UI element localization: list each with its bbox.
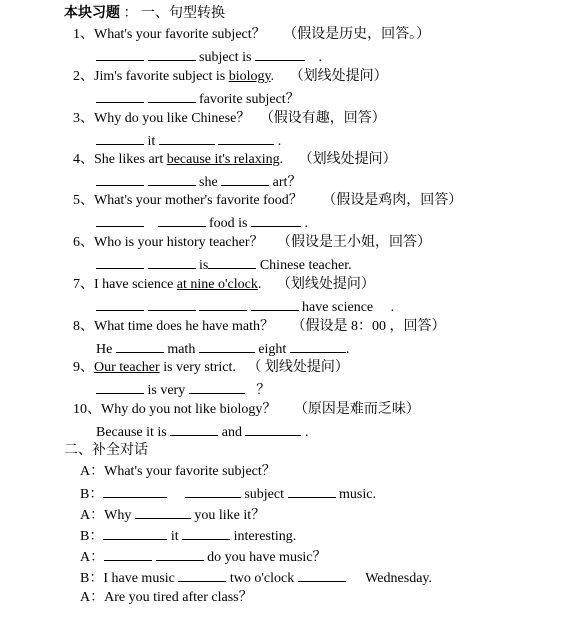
question-number: 3、 [73, 111, 94, 126]
question-note: （假设是王小姐，回答） [277, 235, 432, 250]
answer-end: . [390, 300, 395, 315]
dialog-line-6 [80, 568, 432, 588]
answer-text: favorite subject？ [199, 92, 300, 107]
answer-line-6 [96, 255, 352, 275]
answer-text: and [221, 425, 242, 440]
dialog-line-7 [80, 589, 253, 607]
answer-text: eight [258, 342, 287, 357]
question-2 [73, 68, 388, 86]
dialog-text: Are you tired after class？ [104, 590, 253, 605]
question-number: 10、 [73, 402, 101, 417]
answer-blank[interactable] [96, 47, 144, 61]
answer-blank[interactable] [182, 526, 230, 540]
question-note: （假设是历史，回答。） [283, 27, 431, 42]
answer-blank[interactable] [148, 47, 196, 61]
section-heading-1: 一、句型转换 [141, 6, 225, 21]
answer-line-10 [96, 422, 308, 442]
answer-text: food is [209, 216, 248, 231]
answer-end: Chinese teacher. [259, 258, 352, 273]
answer-text: is very [147, 383, 186, 398]
answer-blank[interactable] [199, 297, 247, 311]
question-text: Why do you not like biology？ [101, 402, 277, 417]
question-9 [73, 359, 349, 377]
dialog-text: interesting. [233, 529, 297, 544]
answer-blank[interactable] [221, 172, 269, 186]
answer-text: He [96, 342, 113, 357]
question-8 [73, 318, 446, 336]
answer-blank[interactable] [96, 380, 144, 394]
dialog-text: you like it？ [194, 508, 266, 523]
answer-blank[interactable] [148, 297, 196, 311]
answer-end: . [318, 50, 322, 65]
answer-text: subject is [199, 50, 252, 65]
answer-line-7 [96, 297, 394, 317]
dialog-line-4 [80, 526, 296, 546]
answer-end: . [345, 342, 350, 357]
question-6 [73, 234, 431, 252]
question-note: （ 划线处提问） [247, 360, 349, 375]
speaker-label: A： [80, 590, 105, 605]
speaker-label: A： [80, 508, 105, 523]
dialog-line-3 [80, 505, 265, 525]
speaker-label: A： [80, 550, 105, 565]
question-number: 7、 [73, 277, 94, 292]
question-note: （假设是 8：00 ，回答） [291, 319, 446, 334]
answer-line-1 [96, 47, 322, 67]
answer-blank[interactable] [148, 172, 196, 186]
question-number: 8、 [73, 319, 94, 334]
dialog-text: Why [104, 508, 132, 523]
underlined-phrase: because it's relaxing [166, 152, 280, 167]
dialog-text: subject [244, 487, 284, 502]
question-note: （原因是难而乏味） [293, 402, 420, 417]
question-4 [73, 151, 397, 169]
answer-end: . [277, 134, 282, 149]
question-number: 4、 [73, 152, 94, 167]
answer-text: is [199, 258, 209, 273]
question-number: 6、 [73, 235, 94, 250]
dialog-line-2 [80, 484, 376, 504]
answer-end: . [304, 425, 309, 440]
underlined-phrase: biology [228, 69, 271, 84]
answer-end: art？ [272, 175, 302, 190]
answer-blank[interactable] [96, 213, 144, 227]
answer-line-2 [96, 89, 300, 109]
answer-blank[interactable] [96, 172, 144, 186]
answer-blank[interactable] [208, 255, 256, 269]
answer-blank[interactable] [103, 484, 167, 498]
answer-blank[interactable] [103, 526, 167, 540]
question-text: What's your mother's favorite food？ [94, 193, 303, 208]
question-number: 1、 [73, 27, 94, 42]
worksheet-title: 本块习题 [64, 6, 120, 21]
answer-line-4 [96, 172, 301, 192]
answer-line-5 [96, 213, 308, 233]
answer-text: Because it is [96, 425, 167, 440]
title-separator: ： [123, 6, 138, 21]
answer-blank[interactable] [170, 422, 218, 436]
question-note: （划线处提问） [298, 152, 397, 167]
answer-end: ？ [256, 383, 271, 398]
answer-blank[interactable] [251, 297, 299, 311]
question-3 [73, 110, 386, 128]
answer-text: she [199, 175, 218, 190]
answer-blank[interactable] [185, 484, 241, 498]
question-text: What time does he have math？ [94, 319, 274, 334]
question-text: What's your favorite subject？ [94, 27, 266, 42]
question-text: is very strict. [163, 360, 236, 375]
underlined-phrase: Our teacher [94, 360, 160, 375]
question-note: （假设有趣，回答） [259, 111, 386, 126]
question-note: （划线处提问） [289, 69, 388, 84]
speaker-label: B： [80, 571, 104, 586]
answer-blank[interactable] [290, 339, 346, 353]
question-7 [73, 276, 375, 294]
question-text: Why do you like Chinese？ [94, 111, 251, 126]
question-text: Jim's favorite subject is [94, 69, 226, 84]
question-text: She likes art [94, 152, 164, 167]
answer-line-8 [96, 339, 349, 359]
answer-blank[interactable] [96, 131, 144, 145]
question-1 [73, 26, 430, 44]
question-end: . [279, 152, 284, 167]
worksheet-header [64, 5, 225, 23]
underlined-phrase: at nine o'clock [176, 277, 258, 292]
question-number: 9、 [73, 360, 94, 375]
question-text: Who is your history teacher？ [94, 235, 264, 250]
dialog-text: Wednesday. [365, 571, 432, 586]
answer-blank[interactable] [255, 47, 305, 61]
dialog-text: do you have music？ [207, 550, 327, 565]
question-number: 5、 [73, 193, 94, 208]
answer-blank[interactable] [96, 89, 144, 103]
answer-blank[interactable] [298, 568, 346, 582]
question-note: （假设是鸡肉，回答） [322, 193, 463, 208]
answer-blank[interactable] [116, 339, 164, 353]
question-end: . [270, 69, 275, 84]
dialog-text: it [170, 529, 179, 544]
answer-blank[interactable] [135, 505, 191, 519]
dialog-text: I have music [103, 571, 175, 586]
answer-text: have science [302, 300, 374, 315]
dialog-line-5 [80, 547, 327, 567]
answer-blank[interactable] [148, 89, 196, 103]
answer-line-3 [96, 131, 281, 151]
answer-blank[interactable] [156, 547, 204, 561]
answer-blank[interactable] [218, 131, 274, 145]
answer-blank[interactable] [96, 297, 144, 311]
speaker-label: A： [80, 464, 105, 479]
answer-blank[interactable] [288, 484, 336, 498]
answer-blank[interactable] [189, 380, 245, 394]
answer-blank[interactable] [148, 255, 196, 269]
answer-blank[interactable] [245, 422, 301, 436]
answer-line-9 [96, 380, 270, 400]
answer-end: . [304, 216, 308, 231]
section-heading-2: 二、补全对话 [64, 443, 148, 458]
question-end: . [257, 277, 262, 292]
answer-blank[interactable] [199, 339, 255, 353]
dialog-line-1 [80, 463, 276, 481]
answer-blank[interactable] [159, 131, 215, 145]
answer-blank[interactable] [178, 568, 226, 582]
dialog-text: music. [339, 487, 376, 502]
question-number: 2、 [73, 69, 94, 84]
answer-blank[interactable] [251, 213, 301, 227]
answer-blank[interactable] [104, 547, 152, 561]
question-10 [73, 401, 420, 419]
dialog-text: two o'clock [229, 571, 295, 586]
speaker-label: B： [80, 529, 104, 544]
answer-text: it [147, 134, 156, 149]
question-text: I have science [94, 277, 174, 292]
answer-text: math [167, 342, 196, 357]
answer-blank[interactable] [158, 213, 206, 227]
answer-blank[interactable] [96, 255, 144, 269]
dialog-text: What's your favorite subject？ [104, 464, 276, 479]
question-note: （划线处提问） [276, 277, 375, 292]
speaker-label: B： [80, 487, 104, 502]
question-5 [73, 192, 462, 210]
